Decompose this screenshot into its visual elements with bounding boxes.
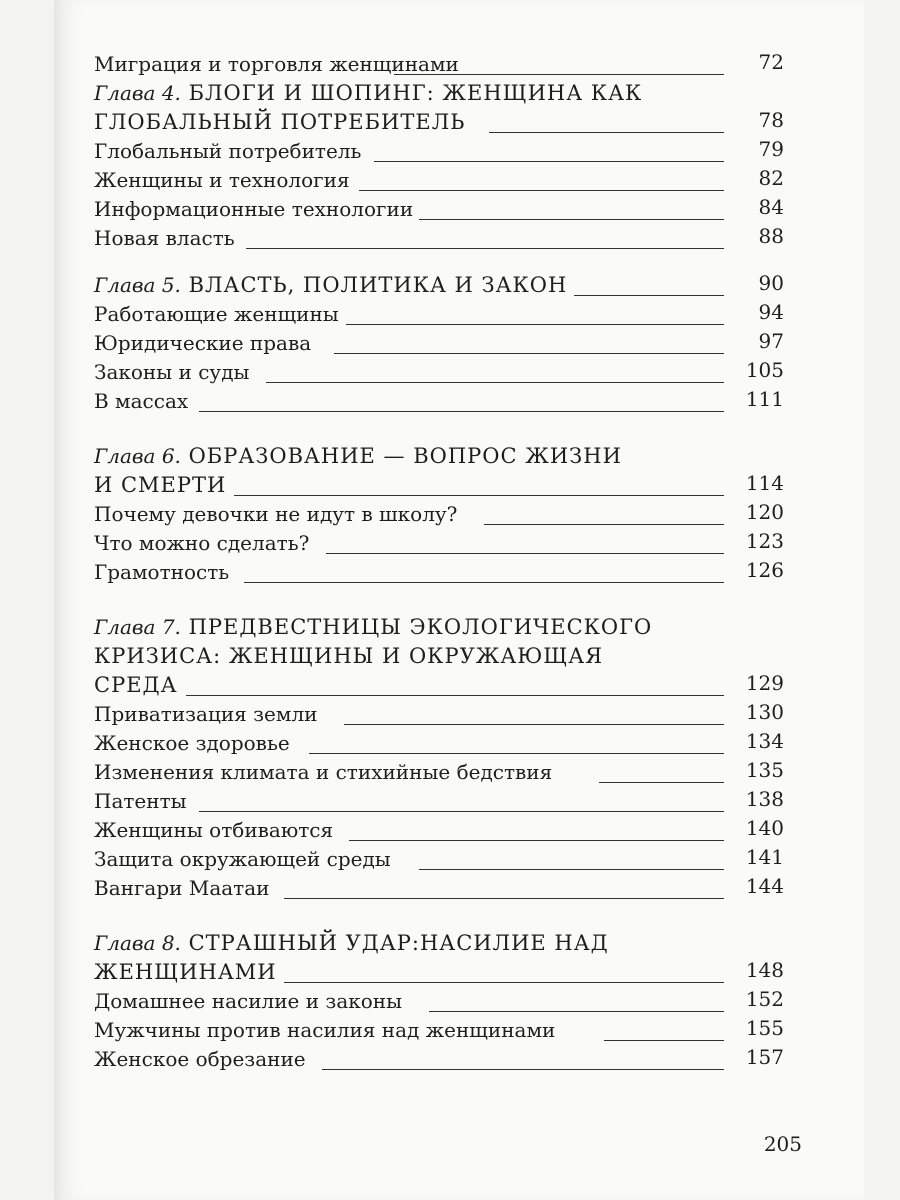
toc-page-number: 114 [745, 471, 784, 495]
dot-leader [334, 353, 724, 354]
dot-leader [419, 869, 724, 870]
dot-leader [604, 1040, 724, 1041]
toc-entry-label: Миграция и торговля женщинами [94, 52, 459, 76]
dot-leader [244, 582, 724, 583]
toc-page-number: 111 [745, 387, 784, 411]
dot-leader [199, 811, 724, 812]
toc-entry-label: Приватизация земли [94, 702, 318, 726]
toc-entry-label: Законы и суды [94, 360, 250, 384]
chapter-heading [94, 442, 784, 471]
dot-leader [344, 724, 724, 725]
toc-entry [94, 329, 784, 358]
dot-leader [284, 982, 724, 983]
chapter-heading [94, 271, 784, 300]
chapter-heading-cont [94, 671, 784, 700]
dot-leader [484, 524, 724, 525]
toc-page-number: 79 [758, 137, 784, 161]
toc-entry-label: Женское здоровье [94, 731, 290, 755]
chapter-heading [94, 929, 784, 958]
chapter-number: Глава 5. [94, 273, 181, 297]
dot-leader [326, 553, 724, 554]
toc-page-number: 94 [758, 300, 784, 324]
toc-entry-label: Патенты [94, 789, 187, 813]
chapter-title: ГЛОБАЛЬНЫЙ ПОТРЕБИТЕЛЬ [94, 110, 466, 134]
toc-entry [94, 816, 784, 845]
toc-page-number: 134 [745, 729, 784, 753]
toc-entry-label: Женщины отбиваются [94, 818, 334, 842]
toc-page-number: 72 [758, 50, 784, 74]
dot-leader [322, 1069, 724, 1070]
dot-leader [429, 1011, 724, 1012]
toc-entry-label: Работающие женщины [94, 302, 339, 326]
toc-entry [94, 1045, 784, 1074]
toc-page-number: 120 [745, 500, 784, 524]
chapter-title: ПРЕДВЕСТНИЦЫ ЭКОЛОГИЧЕСКОГО [180, 615, 653, 639]
dot-leader [349, 840, 724, 841]
dot-leader [266, 382, 724, 383]
toc-entry [94, 137, 784, 166]
toc-page-number: 88 [758, 224, 784, 248]
toc-entry-label: Глобальный потребитель [94, 139, 362, 163]
chapter-number: Глава 8. [94, 931, 181, 955]
page-folio-number: 205 [763, 1132, 802, 1156]
toc-page-number: 105 [745, 358, 784, 382]
chapter-heading [94, 79, 784, 108]
chapter-heading-cont [94, 471, 784, 500]
chapter-title: ЖЕНЩИНАМИ [94, 960, 277, 984]
dot-leader [234, 495, 724, 496]
toc-entry-label: Женское обрезание [94, 1047, 306, 1071]
dot-leader [186, 695, 724, 696]
toc-page-number: 97 [758, 329, 784, 353]
toc-entry-label: Мужчины против насилия над женщинами [94, 1018, 556, 1042]
toc-entry-label: Новая власть [94, 226, 235, 250]
toc-page-number: 138 [745, 787, 784, 811]
chapter-heading-cont [94, 958, 784, 987]
toc-page-number: 126 [745, 558, 784, 582]
toc-entry [94, 500, 784, 529]
table-of-contents [94, 50, 784, 1074]
toc-entry-label: Женщины и технология [94, 168, 350, 192]
chapter-heading-cont [94, 108, 784, 137]
toc-entry [94, 224, 784, 253]
chapter-title: СТРАШНЫЙ УДАР:НАСИЛИЕ НАД [180, 931, 609, 955]
dot-leader [359, 190, 724, 191]
toc-entry-label: Юридические права [94, 331, 312, 355]
toc-entry [94, 387, 784, 416]
chapter-number: Глава 7. [94, 615, 181, 639]
chapter-title: КРИЗИСА: ЖЕНЩИНЫ И ОКРУЖАЮЩАЯ [94, 644, 604, 668]
dot-leader [346, 324, 724, 325]
toc-page-number: 78 [758, 108, 784, 132]
dot-leader [246, 248, 724, 249]
toc-entry [94, 358, 784, 387]
toc-entry-label: Вангари Маатаи [94, 876, 270, 900]
toc-entry [94, 787, 784, 816]
toc-entry [94, 987, 784, 1016]
dot-leader [284, 898, 724, 899]
dot-leader [199, 411, 724, 412]
toc-entry-label: Информационные технологии [94, 197, 414, 221]
toc-page-number: 141 [745, 845, 784, 869]
chapter-title: И СМЕРТИ [94, 473, 227, 497]
toc-page-number: 144 [745, 874, 784, 898]
toc-entry [94, 300, 784, 329]
toc-entry-label: Домашнее насилие и законы [94, 989, 403, 1013]
toc-entry [94, 729, 784, 758]
toc-entry-label: Изменения климата и стихийные бедствия [94, 760, 553, 784]
chapter-number: Глава 4. [94, 81, 181, 105]
toc-page-number: 82 [758, 166, 784, 190]
toc-entry [94, 874, 784, 903]
dot-leader [374, 161, 724, 162]
toc-entry [94, 195, 784, 224]
toc-entry [94, 50, 784, 79]
dot-leader [419, 219, 724, 220]
toc-entry [94, 558, 784, 587]
chapter-title: СРЕДА [94, 673, 178, 697]
toc-page-number: 123 [745, 529, 784, 553]
toc-entry-label: Грамотность [94, 560, 230, 584]
toc-page-number: 155 [745, 1016, 784, 1040]
dot-leader [309, 753, 724, 754]
dot-leader [489, 132, 724, 133]
toc-page-number: 148 [745, 958, 784, 982]
dot-leader [599, 782, 724, 783]
toc-entry-label: Защита окружающей среды [94, 847, 391, 871]
chapter-number: Глава 6. [94, 444, 181, 468]
toc-entry [94, 845, 784, 874]
toc-entry [94, 700, 784, 729]
toc-page-number: 129 [745, 671, 784, 695]
toc-entry [94, 166, 784, 195]
toc-page-number: 135 [745, 758, 784, 782]
toc-entry [94, 1016, 784, 1045]
chapter-heading [94, 613, 784, 642]
chapter-title: ОБРАЗОВАНИЕ — ВОПРОС ЖИЗНИ [180, 444, 622, 468]
dot-leader [394, 74, 724, 75]
toc-page-number: 90 [758, 271, 784, 295]
book-page [54, 0, 864, 1200]
toc-page-number: 84 [758, 195, 784, 219]
dot-leader [574, 295, 724, 296]
toc-entry-label: Что можно сделать? [94, 531, 310, 555]
chapter-title: ВЛАСТЬ, ПОЛИТИКА И ЗАКОН [180, 273, 568, 297]
toc-page-number: 152 [745, 987, 784, 1011]
toc-page-number: 140 [745, 816, 784, 840]
chapter-heading-cont [94, 642, 784, 671]
toc-entry-label: В массах [94, 389, 189, 413]
chapter-title: БЛОГИ И ШОПИНГ: ЖЕНЩИНА КАК [180, 81, 643, 105]
toc-page-number: 157 [745, 1045, 784, 1069]
toc-entry-label: Почему девочки не идут в школу? [94, 502, 458, 526]
toc-page-number: 130 [745, 700, 784, 724]
toc-entry [94, 529, 784, 558]
toc-entry [94, 758, 784, 787]
